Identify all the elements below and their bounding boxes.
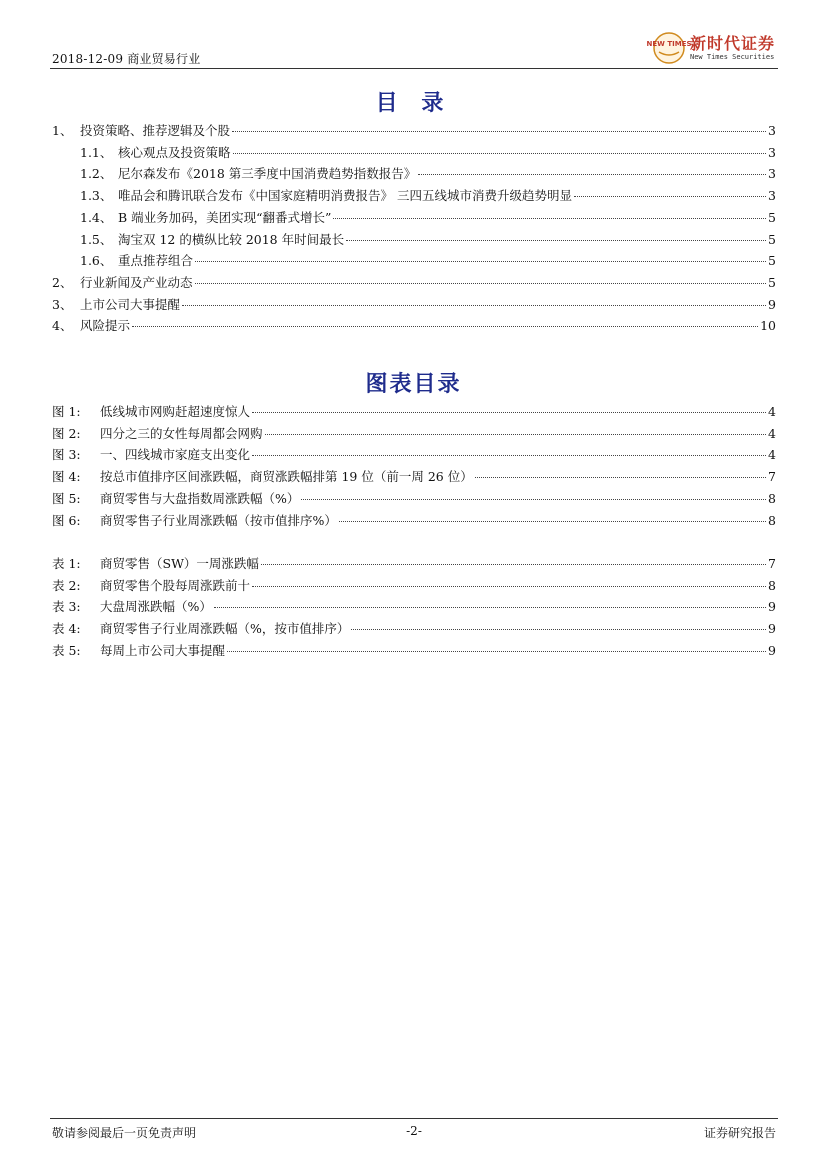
dot-leader xyxy=(195,283,767,284)
entry-number: 图 1: xyxy=(52,404,81,419)
figures-tables-title: 图表目录 xyxy=(365,371,462,397)
toc-entry[interactable] xyxy=(52,511,776,531)
entry-number: 1.6、 xyxy=(80,253,113,269)
entry-page-number: 4 xyxy=(768,404,776,419)
toc-entry[interactable] xyxy=(80,164,776,184)
entry-number: 1.3、 xyxy=(80,188,113,204)
company-logo xyxy=(646,30,778,66)
dot-leader xyxy=(252,455,766,456)
entry-page-number: 9 xyxy=(768,642,776,658)
dot-leader xyxy=(227,651,766,652)
toc-entry[interactable] xyxy=(52,121,776,141)
entry-label: 一、四线城市家庭支出变化 xyxy=(100,447,251,463)
entry-number: 图 4: xyxy=(52,469,81,485)
entry-page-number: 7 xyxy=(768,469,776,485)
entry-label: 大盘周涨跌幅（%） xyxy=(100,599,212,615)
entry-label: 行业新闻及产业动态 xyxy=(80,274,193,290)
entry-page-number: 3 xyxy=(768,166,776,182)
dot-leader xyxy=(233,153,767,154)
dot-leader xyxy=(232,131,766,132)
entry-number: 1.2、 xyxy=(80,166,113,182)
toc-entry[interactable] xyxy=(52,641,776,661)
header-divider xyxy=(50,68,778,69)
entry-label: 投资策略、推荐逻辑及个股 xyxy=(80,123,231,138)
toc-entry[interactable] xyxy=(80,143,776,163)
footer-report-type: 证券研究报告 xyxy=(703,1126,776,1140)
entry-page-number: 3 xyxy=(768,144,776,160)
toc-entry[interactable] xyxy=(52,619,776,639)
entry-number: 4、 xyxy=(52,318,73,334)
page-number: -2- xyxy=(406,1124,422,1138)
entry-page-number: 8 xyxy=(768,577,776,593)
entry-number: 表 3: xyxy=(52,599,81,615)
entry-page-number: 5 xyxy=(768,231,776,247)
toc-entry[interactable] xyxy=(80,186,776,206)
entry-label: 重点推荐组合 xyxy=(118,253,194,269)
dot-leader xyxy=(214,607,766,608)
toc-entry[interactable] xyxy=(52,316,776,336)
entry-number: 图 2: xyxy=(52,425,81,441)
dot-leader xyxy=(418,174,766,175)
toc-entry[interactable] xyxy=(52,554,776,574)
toc-entry[interactable] xyxy=(52,273,776,293)
toc-entry[interactable] xyxy=(52,489,776,509)
entry-page-number: 9 xyxy=(768,296,776,312)
entry-label: 风险提示 xyxy=(80,318,131,334)
entry-page-number: 5 xyxy=(768,253,776,269)
entry-number: 3、 xyxy=(52,296,73,312)
entry-label: 商贸零售子行业周涨跌幅（%，按市值排序） xyxy=(100,621,350,637)
dot-leader xyxy=(301,499,766,500)
entry-number: 1.5、 xyxy=(80,231,113,247)
entry-number: 1.1、 xyxy=(80,144,113,160)
footer-disclaimer: 敬请参阅最后一页免责声明 xyxy=(52,1126,197,1140)
entry-label: 商贸零售与大盘指数周涨跌幅（%） xyxy=(100,490,300,506)
entry-page-number: 3 xyxy=(768,188,776,204)
entry-page-number: 5 xyxy=(768,209,776,225)
entry-page-number: 8 xyxy=(768,490,776,506)
toc-entry[interactable] xyxy=(80,208,776,228)
entry-label: B 端业务加码，美团实现“翻番式增长” xyxy=(118,209,332,225)
entry-page-number: 7 xyxy=(768,556,776,571)
entry-page-number: 4 xyxy=(768,447,776,463)
page-footer xyxy=(50,1118,778,1148)
dot-leader xyxy=(252,412,766,413)
dot-leader xyxy=(333,218,766,219)
toc-title: 目 录 xyxy=(375,90,452,116)
entry-label: 按总市值排序区间涨跌幅，商贸涨跌幅排第 19 位（前一周 26 位） xyxy=(100,469,473,485)
entry-page-number: 8 xyxy=(768,512,776,528)
toc-entry[interactable] xyxy=(52,597,776,617)
dot-leader xyxy=(261,564,766,565)
entry-number: 表 2: xyxy=(52,577,81,593)
dot-leader xyxy=(182,305,766,306)
toc-entry[interactable] xyxy=(80,251,776,271)
dot-leader xyxy=(265,434,767,435)
entry-number: 表 5: xyxy=(52,642,81,658)
entry-number: 图 6: xyxy=(52,512,81,528)
logo-mark-text: NEW TIMES xyxy=(646,40,692,48)
toc-entry[interactable] xyxy=(52,445,776,465)
dot-leader xyxy=(574,196,766,197)
entry-label: 每周上市公司大事提醒 xyxy=(100,642,226,658)
entry-number: 1.4、 xyxy=(80,209,113,225)
entry-label: 四分之三的女性每周都会网购 xyxy=(100,425,263,441)
toc-entry[interactable] xyxy=(52,424,776,444)
dot-leader xyxy=(346,240,766,241)
entry-page-number: 5 xyxy=(768,274,776,290)
new-times-logo-icon xyxy=(646,32,692,64)
dot-leader xyxy=(339,521,766,522)
entry-page-number: 9 xyxy=(768,621,776,637)
dot-leader xyxy=(475,477,766,478)
entry-label: 商贸零售（SW）一周涨跌幅 xyxy=(100,556,259,571)
entry-label: 唯品会和腾讯联合发布《中国家庭精明消费报告》 三四五线城市消费升级趋势明显 xyxy=(118,188,572,204)
dot-leader xyxy=(195,261,766,262)
entry-page-number: 3 xyxy=(768,123,776,138)
toc-entry[interactable] xyxy=(52,467,776,487)
entry-number: 图 5: xyxy=(52,490,81,506)
entry-number: 表 4: xyxy=(52,621,81,637)
entry-label: 商贸零售子行业周涨跌幅（按市值排序%） xyxy=(100,512,337,528)
toc-entry[interactable] xyxy=(80,230,776,250)
entry-page-number: 4 xyxy=(768,425,776,441)
entry-label: 上市公司大事提醒 xyxy=(80,296,181,312)
dot-leader xyxy=(351,629,766,630)
header-date-industry: 2018-12-09 商业贸易行业 xyxy=(52,52,201,66)
page-header xyxy=(50,30,778,66)
toc-entry[interactable] xyxy=(52,295,776,315)
dot-leader xyxy=(132,326,758,327)
dot-leader xyxy=(252,586,766,587)
entry-number: 表 1: xyxy=(52,556,81,571)
entry-label: 商贸零售个股每周涨跌前十 xyxy=(100,577,251,593)
entry-page-number: 9 xyxy=(768,599,776,615)
entry-label: 低线城市网购赶超速度惊人 xyxy=(100,404,251,419)
entry-label: 核心观点及投资策略 xyxy=(118,144,231,160)
toc-entry[interactable] xyxy=(52,576,776,596)
entry-number: 2、 xyxy=(52,274,73,290)
logo-company-en: New Times Securities xyxy=(690,53,775,61)
entry-number: 1、 xyxy=(52,123,73,138)
entry-label: 淘宝双 12 的横纵比较 2018 年时间最长 xyxy=(118,231,345,247)
entry-page-number: 10 xyxy=(760,318,776,334)
footer-divider xyxy=(50,1118,778,1119)
entry-label: 尼尔森发布《2018 第三季度中国消费趋势指数报告》 xyxy=(118,166,417,182)
logo-company-cn: 新时代证券 xyxy=(690,34,776,53)
toc-entry[interactable] xyxy=(52,402,776,422)
entry-number: 图 3: xyxy=(52,447,81,463)
